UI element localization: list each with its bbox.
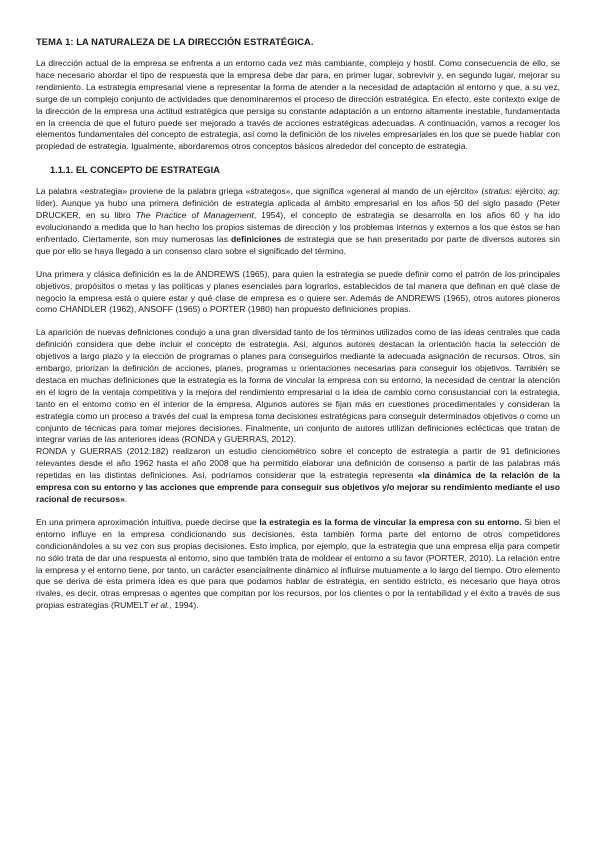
- intro-paragraph: La dirección actual de la empresa se enfrenta a un entorno cada vez más cambiante, complejo y hostil. Como consecuencia de ello, se hace necesario abordar el tipo de respuesta que la empresa debe dar para, en primer lugar, sobrevivir y, en segundo lugar, mejorar su rendimiento. La estrategia empresarial viene a representar la forma de atender a la necesidad de adaptación al entorno y que, a su vez, surge de un complejo conjunto de actividades que denominaremos el proceso de dirección estratégica. En efecto, este contexto exige de la dirección de la empresa una actitud estratégica que persiga su constante adaptación a un entorno altamente inestable, fundamentada en la creencia de que el futuro puede ser mejorado a través de acciones estratégicas adecuadas. A continuación, vamos a recoger los elementos fundamentales del concepto de estrategia, así como la definición de los niveles empresariales en los que se puede hablar con propiedad de estrategia. Igualmente, abordaremos otros conceptos básicos alrededor del concepto de estrategia.: [36, 58, 560, 152]
- paragraph-andrews: Una primera y clásica definición es la de ANDREWS (1965), para quien la estrategia se puede definir como el patrón de los principales objetivos, propósitos o metas y las políticas y planes esenciales para lograrlos, establecidos de tal manera que definan en qué clase de negocio la empresa está o quiere estar y qué clase de empresa es o quiere ser. Además de ANDREWS (1965), otros autores pioneros como CHANDLER (1962), ANSOFF (1965) o PORTER (1980) han propuesto definiciones propias.: [36, 268, 560, 315]
- paragraph-definitions: La aparición de nuevas definiciones condujo a una gran diversidad tanto de los términos utilizados como de las ideas centrales que cada definición considera que debe incluir el concepto de estrategia. Así, algunos autores destacan la orientación hacia la selección de objetivos a largo plazo y la elección de programas o planes para conseguirlos mediante la adecuada asignación de recursos. Otros, sin embargo, priorizan la definición de acciones, planes, programas u orientaciones necesarias para conseguir los objetivos. También se destaca en muchas definiciones que la estrategia es la forma de vincular la empresa con su entorno, la necesidad de centrar la atención en el logro de la ventaja competitiva y la mejora del rendimiento empresarial o la idea de cambio como consustancial con la estrategia, tanto en el entorno como en el interior de la empresa. Algunos autores se fijan más en cuestiones procedimentales y consideran la estrategia como un proceso a través del cual la empresa toma decisiones estratégicas para conseguir determinados objetivos o como un conjunto de técnicas para tomar mejores decisiones. Finalmente, un conjunto de autores utilizan definiciones eclécticas que tratan de integrar varias de las anteriores ideas (RONDA y GUERRAS, 2012).: [36, 327, 560, 445]
- page-title: TEMA 1: LA NATURALEZA DE LA DIRECCIÓN ESTRATÉGICA.: [36, 37, 314, 47]
- section-heading: 1.1.1. EL CONCEPTO DE ESTRATEGIA: [50, 165, 220, 176]
- paragraph-entorno: En una primera aproximación intuitiva, puede decirse que la estrategia es la forma de vincular la empresa con su entorno. Si bien el entorno influye en la empresa condicionando sus decisiones, ésta también forma parte del entorno de otros competidores condicionándoles a su vez con sus propias decisiones. Esto implica, por ejemplo, que la estrategia que una empresa elija para competir no sólo trata de dar una respuesta al entorno, sino que también trata de moldear el entorno a su favor (PORTER, 2010). La relación entre la empresa y el entorno tiene, por tanto, un carácter esencialmente dinámico al influirse mutuamente a lo largo del tiempo. Otro elemento que se deriva de esta primera idea es que para que podamos hablar de estrategia, en sentido estricto, es necesario que haya otros rivales, es decir, otras empresas o agentes que compitan por los recursos, por los clientes o por la rentabilidad y el éxito a través de sus propias estrategias (RUMELT et al., 1994).: [36, 516, 560, 611]
- paragraph-etymology: La palabra «estrategia» proviene de la palabra griega «strategos», que significa «general al mando de un ejército» (stratus: ejército; ag: líder). Aunque ya hubo una primera definición de estrategia aplicada al ámbito empresarial en los años 50 del siglo pasado (Peter DRUCKER, en su libro The Practice of Management, 1954), el concepto de estrategia se desarrolla en los años 60 y ha ido evolucionando a medida que lo han hecho los propios sistemas de dirección y los problemas internos y externos a los que éstos se han enfrentado. Ciertamente, son muy numerosas las definiciones de estrategia que se han presentado por parte de diversos autores sin que por ello se haya llegado a un consenso claro sobre el significado del término.: [36, 186, 560, 256]
- paragraph-ronda-guerras: RONDA y GUERRAS (2012:182) realizaron un estudio cienciométrico sobre el concepto de estrategia a partir de 91 definiciones relevantes desde el año 1962 hasta el año 2008 que ha permitido elaborar una definición de consenso a partir de las palabras más repetidas en las distintas definiciones. Así, podríamos considerar que la estrategia representa «la dinámica de la relación de la empresa con su entorno y las acciones que emprende para conseguir sus objetivos y/o mejorar su rendimiento mediante el uso racional de recursos».: [36, 446, 560, 504]
